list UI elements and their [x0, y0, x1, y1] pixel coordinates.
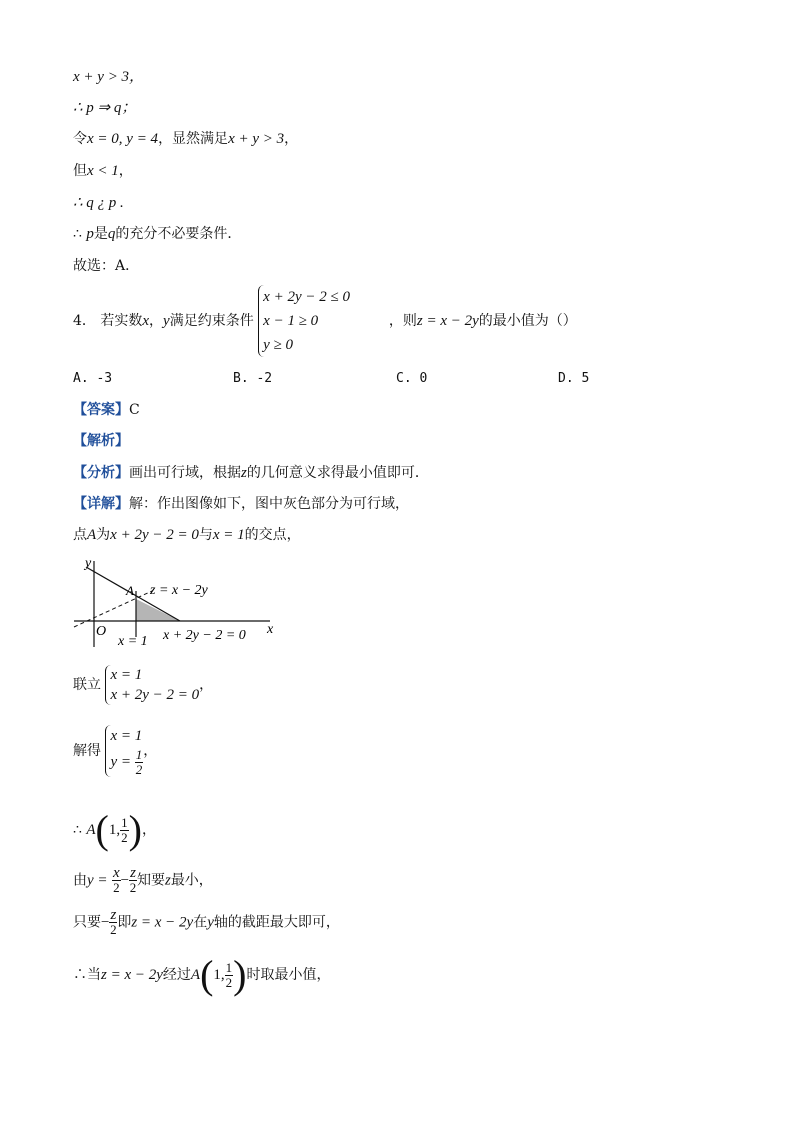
line-4: 但x < 1，: [73, 163, 133, 179]
dang-line: ∴当z = x − 2y经过A(1, $\frac{1}{2}$ )时取最小值，: [73, 952, 331, 997]
question-4: 4． 若实数x，y满足约束条件 x + 2y − 2 ≤ 0 x − 1 ≥ 0 y ≥ 0 ，则z = x − 2y的最小值为（）: [73, 285, 577, 357]
line-7: 故选：A．: [73, 258, 140, 274]
line-5: ∴ q ¿ p .: [73, 195, 124, 211]
option-c: C. 0: [396, 371, 428, 386]
fenxi-line: 【分析】画出可行域，根据z的几何意义求得最小值即可．: [73, 465, 429, 481]
lianli-line: 联立 x = 1 x + 2y − 2 = 0 ，: [73, 667, 214, 703]
y-axis-label: y: [85, 556, 92, 571]
analysis-line: 【解析】: [73, 433, 129, 449]
x-axis-label: x: [267, 622, 274, 637]
constraint-line-label: x + 2y − 2 = 0: [163, 628, 246, 643]
detail-line: 【详解】解：作出图像如下，图中灰色部分为可行域，: [73, 496, 409, 512]
line-1: x + y > 3，: [73, 69, 145, 85]
system-lianli: x = 1 x + 2y − 2 = 0: [105, 665, 199, 705]
feasible-region-graph: [70, 555, 285, 650]
line-2: ∴ p ⇒ q；: [73, 100, 137, 116]
line-6: ∴ p是q的充分不必要条件．: [73, 226, 242, 242]
option-a: A. -3: [73, 371, 113, 386]
vline-label: x = 1: [118, 634, 148, 649]
answer-line: 【答案】C: [73, 402, 140, 418]
point-a-label: A: [126, 583, 134, 598]
system-jiede: x = 1 y = $\frac{1}{2}$: [105, 725, 143, 777]
line-3: 令x = 0, y = 4，显然满足x + y > 3，: [73, 131, 299, 147]
option-d: D. 5: [558, 371, 590, 386]
therefore-a-line: ∴ A(1, $\frac{1}{2}$ )，: [73, 807, 156, 852]
you-line: 由y = $\frac{x}{2}$ − $\frac{z}{2}$ 知要z最小，: [73, 865, 213, 895]
constraint-system: x + 2y − 2 ≤ 0 x − 1 ≥ 0 y ≥ 0: [258, 285, 350, 357]
zhiyao-line: 只要− $\frac{z}{2}$ 即z = x − 2y在y轴的截距最大即可，: [73, 907, 340, 937]
z-line-label: z = x − 2y: [150, 583, 208, 598]
option-b: B. -2: [233, 371, 273, 386]
origin-label: O: [96, 624, 107, 639]
jiede-line: 解得 x = 1 y = $\frac{1}{2}$ ，: [73, 725, 157, 777]
point-a-line: 点A为x + 2y − 2 = 0与x = 1的交点，: [73, 527, 301, 543]
